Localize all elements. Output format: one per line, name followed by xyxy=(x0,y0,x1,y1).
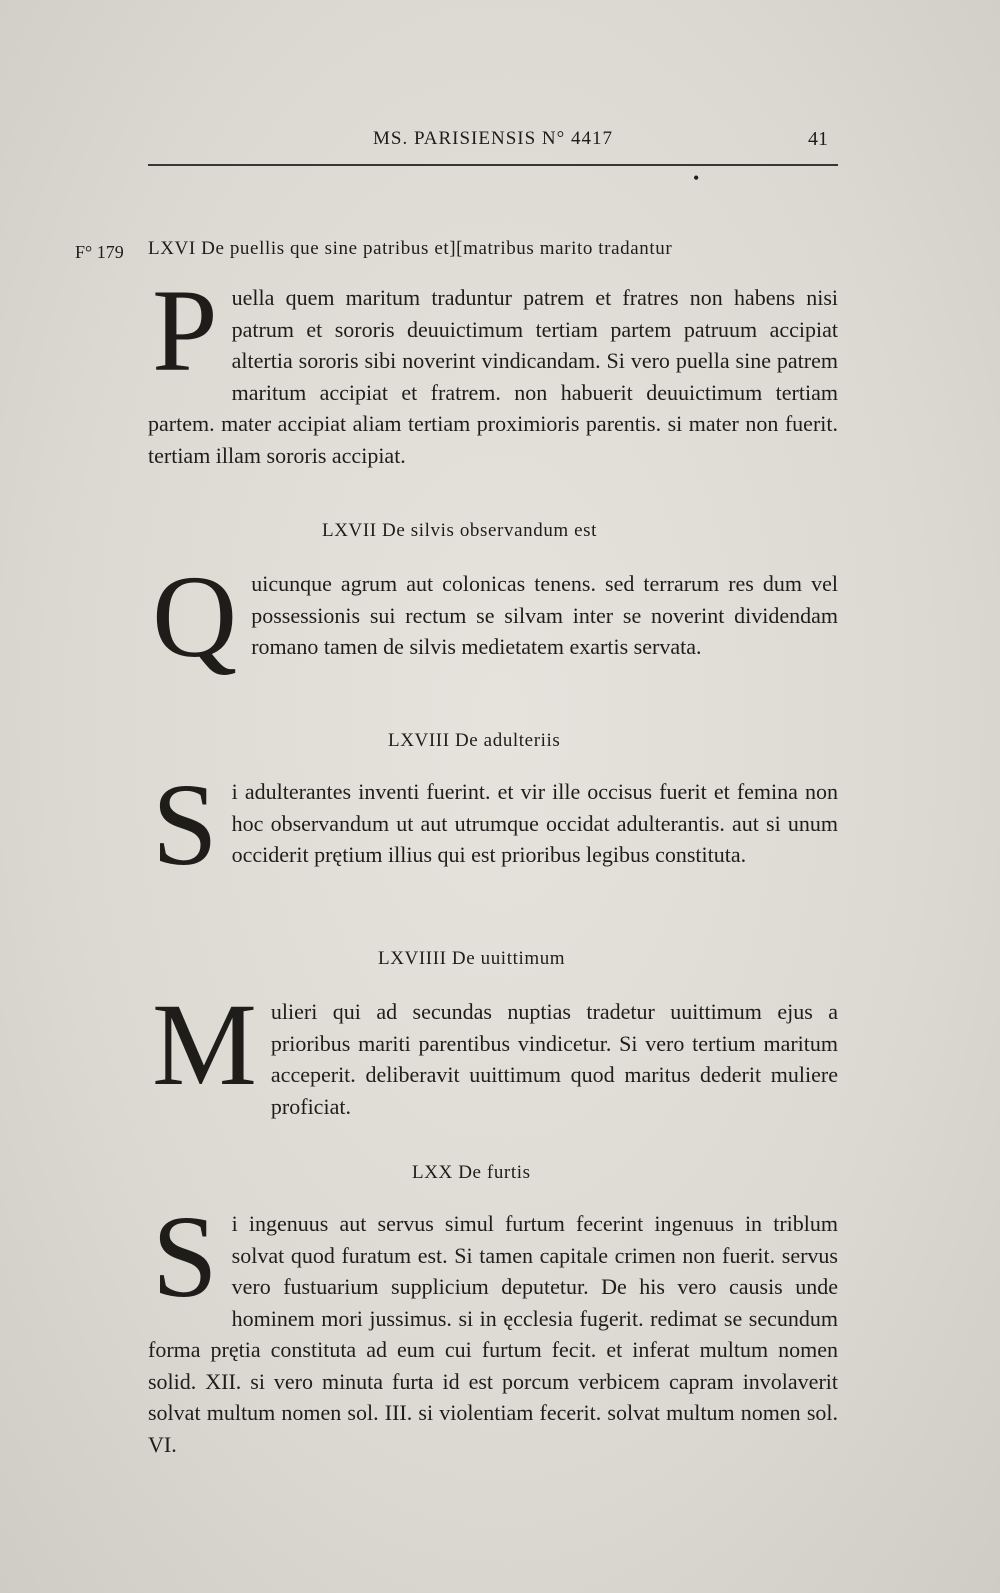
dropcap: S xyxy=(152,1191,218,1322)
section-body xyxy=(148,1191,838,1460)
section-text: uella quem maritum traduntur patrem et fratres non habens nisi patrum et sororis deuuictimum tertiam partem patruum accipiat altertia sororis sibi noverint vindicandam. Si vero puella sine patrem maritum accipiat et fratrem. non habuerit deuuictimum tertiam partem. mater accipiat aliam tertiam proximioris parentis. si mater non fuerit. tertiam illam sororis accipiat. xyxy=(148,285,838,468)
bullet-mark: • xyxy=(693,168,700,188)
dropcap: S xyxy=(152,759,218,890)
folio-note: F° 179 xyxy=(75,242,124,262)
section-body xyxy=(148,979,838,1122)
section-text: i ingenuus aut servus simul furtum fecerint ingenuus in triblum solvat quod furatum est. Si tamen capitale crimen non fuerit. servus vero fustuarium supplicium deputetur. De his vero causis unde hominem mori jussimus. si in ęcclesia fugerit. redimat se secundum forma prętia constituta ad eum cui furtum fecit. et inferat multum nomen solid. XII. si vero minuta furta id est porcum verbicem capram involaverit solvat multum nomen sol. III. si violentiam fecerit. solvat multum nomen sol. VI. xyxy=(148,1211,838,1457)
running-head-title: MS. PARISIENSIS N° 4417 xyxy=(372,128,613,149)
section-heading: LXVII De silvis observandum est xyxy=(322,520,598,541)
dropcap: M xyxy=(152,979,257,1110)
dropcap: Q xyxy=(152,551,238,682)
section-body xyxy=(148,551,838,682)
section-heading: LXX De furtis xyxy=(412,1162,531,1183)
section-heading: LXVI De puellis que sine patribus et][matribus marito tradantur xyxy=(148,238,673,259)
section-text: uicunque agrum aut colonicas tenens. sed terrarum res dum vel possessionis sui rectum se silvam inter se noverint dividendam romano tamen de silvis medietatem exartis servata. xyxy=(251,571,838,659)
section-text: ulieri qui ad secundas nuptias tradetur uuittimum ejus a prioribus mariti parentibus vindicetur. Si vero tertium maritum acceperit. deliberavit uuittimum quod maritus dederit muliere proficiat. xyxy=(270,999,838,1119)
section-body xyxy=(148,265,838,471)
running-head xyxy=(148,128,838,158)
section-text: i adulterantes inventi fuerint. et vir ille occisus fuerit et femina non hoc observandum ut aut utrumque occidat adulterantis. aut si unum occiderit prętium illius qui est prioribus legibus constituta. xyxy=(231,779,838,867)
dropcap: P xyxy=(152,265,218,396)
section-heading: LXVIIII De uuittimum xyxy=(378,948,566,969)
section-heading: LXVIII De adulteriis xyxy=(388,730,561,751)
header-rule xyxy=(148,164,838,166)
page-number: 41 xyxy=(808,128,828,150)
section-body xyxy=(148,759,838,890)
